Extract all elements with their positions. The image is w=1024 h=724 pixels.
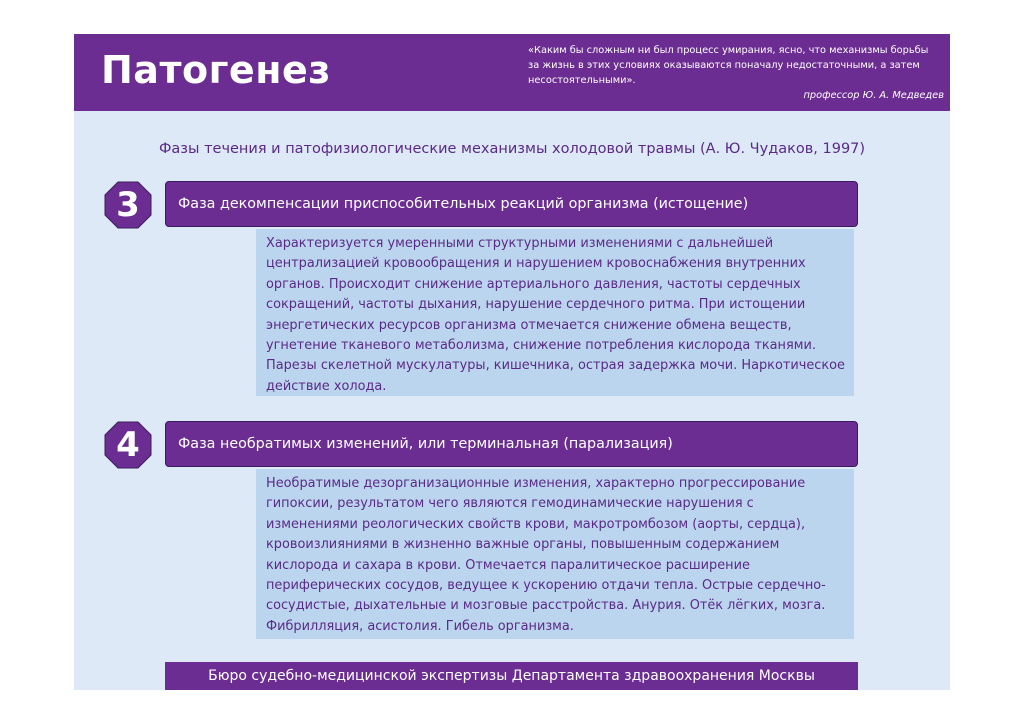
slide-title: Патогенез	[101, 48, 331, 92]
phase-description: Необратимые дезорганизационные изменения, характерно прогрессирование гипоксии, результатом чего являются гемодинамические нарушения с изменениями реологических свойств крови, макротромбозом (аорты, сердца), кровоизлияниями в жизненно важные органы, повышенным содержанием кислорода и сахара в крови. Отмечается паралитическое расширение периферических сосудов, ведущее к ускорению отдачи тепла. Острые сердечно-сосудистые, дыхательные и мозговые расстройства. Анурия. Отёк лёгких, мозга. Фибрилляция, асистолия. Гибель организма.	[256, 469, 854, 639]
slide	[74, 34, 950, 690]
phase-number-badge	[104, 421, 152, 469]
phase-number: 3	[116, 185, 140, 225]
footer-organization: Бюро судебно-медицинской экспертизы Департамента здравоохранения Москвы	[165, 662, 858, 690]
header-quote: «Каким бы сложным ни был процесс умирания, ясно, что механизмы борьбы за жизнь в этих условиях оказываются поначалу недостаточными, а затем несостоятельными».	[528, 45, 929, 86]
phase-description: Характеризуется умеренными структурными изменениями с дальнейшей централизацией кровообращения и нарушением кровоснабжения внутренних органов. Происходит снижение артериального давления, частоты сердечных сокращений, частоты дыхания, нарушение сердечного ритма. При истощении энергетических ресурсов организма отмечается снижение обмена веществ, угнетение тканевого метаболизма, снижение потребления кислорода тканями. Парезы скелетной мускулатуры, кишечника, острая задержка мочи. Наркотическое действие холода.	[256, 229, 854, 396]
phase-number-badge	[104, 181, 152, 229]
phase-title-bar: Фаза декомпенсации приспособительных реакций организма (истощение)	[165, 181, 858, 227]
phase-title-bar: Фаза необратимых изменений, или терминальная (парализация)	[165, 421, 858, 467]
header-banner	[74, 34, 950, 111]
quote-author: профессор Ю. А. Медведев	[803, 90, 944, 101]
phase-number: 4	[116, 425, 140, 465]
subtitle: Фазы течения и патофизиологические механизмы холодовой травмы (А. Ю. Чудаков, 1997)	[158, 141, 866, 157]
